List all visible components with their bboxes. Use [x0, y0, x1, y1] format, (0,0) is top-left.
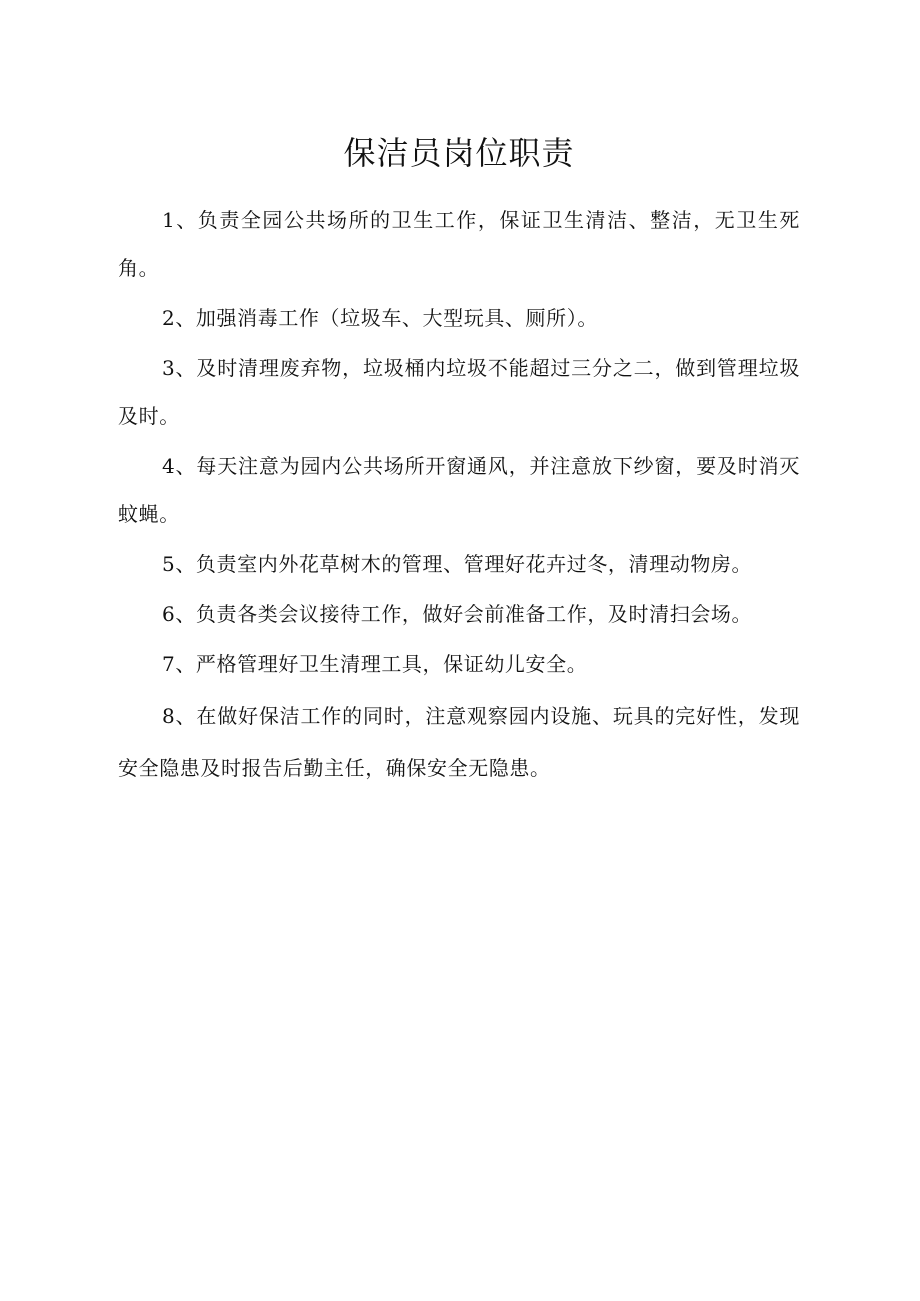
duty-item-5: 5、负责室内外花草树木的管理、管理好花卉过冬，清理动物房。 [162, 552, 753, 576]
duty-item-4: 4、每天注意为园内公共场所开窗通风，并注意放下纱窗，要及时消灭蚊蝇。 [118, 454, 800, 526]
document-title: 保洁员岗位职责 [343, 134, 575, 172]
duty-item-6: 6、负责各类会议接待工作，做好会前准备工作，及时清扫会场。 [162, 602, 753, 626]
duty-item-1: 1、负责全园公共场所的卫生工作，保证卫生清洁、整洁，无卫生死角。 [118, 208, 800, 280]
duty-item-7: 7、严格管理好卫生清理工具，保证幼儿安全。 [162, 652, 588, 676]
duty-item-8: 8、在做好保洁工作的同时，注意观察园内设施、玩具的完好性，发现安全隐患及时报告后勤主任，确保安全无隐患。 [118, 704, 800, 780]
duty-list [118, 196, 800, 794]
duty-item-2: 2、加强消毒工作（垃圾车、大型玩具、厕所）。 [162, 306, 598, 330]
duty-item-3: 3、及时清理废弃物，垃圾桶内垃圾不能超过三分之二，做到管理垃圾及时。 [118, 356, 800, 428]
